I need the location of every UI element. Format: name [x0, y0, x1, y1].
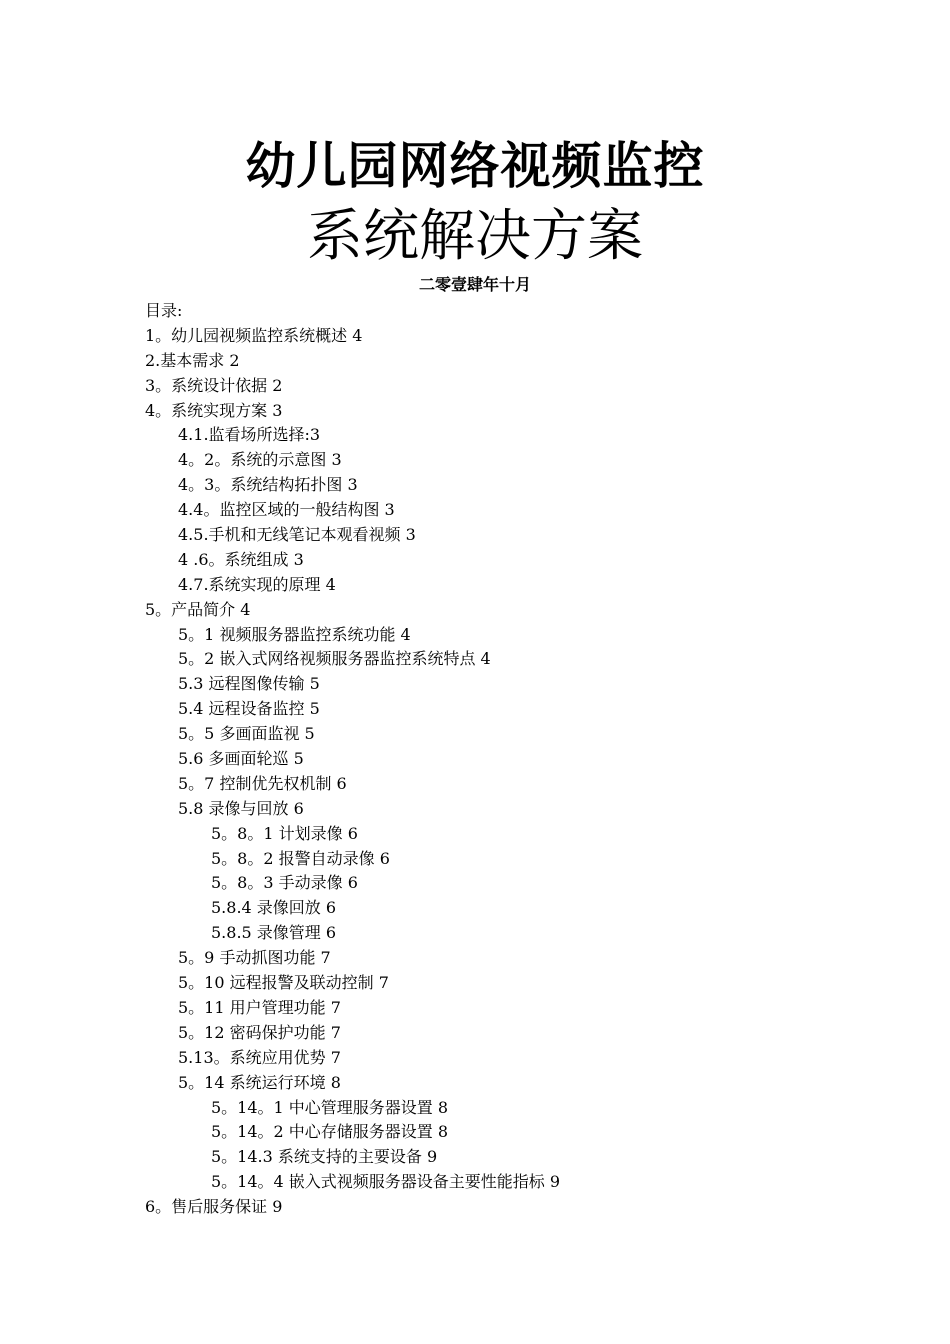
toc-entry[interactable]: 5。14。2 中心存储服务器设置 8: [211, 1122, 449, 1142]
table-of-contents: [145, 299, 905, 1220]
toc-entry[interactable]: 5。1 视频服务器监控系统功能 4: [178, 624, 411, 644]
toc-entry[interactable]: 5.3 远程图像传输 5: [178, 674, 320, 694]
toc-entry[interactable]: 5.8.4 录像回放 6: [211, 898, 337, 918]
toc-entry[interactable]: 4.5.手机和无线笔记本观看视频 3: [178, 525, 416, 545]
toc-entry[interactable]: 4.7.系统实现的原理 4: [178, 574, 336, 594]
toc-entry[interactable]: 5。7 控制优先权机制 6: [178, 773, 347, 793]
toc-entry[interactable]: 5。14.3 系统支持的主要设备 9: [211, 1147, 438, 1167]
toc-entry[interactable]: 1。幼儿园视频监控系统概述 4: [145, 325, 363, 345]
toc-entry[interactable]: 5。11 用户管理功能 7: [178, 997, 341, 1017]
toc-entry[interactable]: 6。售后服务保证 9: [145, 1197, 283, 1217]
toc-entry[interactable]: 5。2 嵌入式网络视频服务器监控系统特点 4: [178, 649, 491, 669]
toc-entry[interactable]: 2.基本需求 2: [145, 350, 240, 370]
toc-entry[interactable]: 5。14。1 中心管理服务器设置 8: [211, 1097, 449, 1117]
toc-entry[interactable]: 4.1.监看场所选择:3: [178, 425, 321, 445]
toc-entry[interactable]: 3。系统设计依据 2: [145, 375, 283, 395]
toc-entry[interactable]: 4。2。系统的示意图 3: [178, 450, 342, 470]
toc-entry[interactable]: 4.4。监控区域的一般结构图 3: [178, 500, 395, 520]
document-subtitle: 系统解决方案: [307, 204, 643, 269]
toc-entry[interactable]: 5。产品简介 4: [145, 599, 251, 619]
toc-entry[interactable]: 5。5 多画面监视 5: [178, 724, 315, 744]
toc-entry[interactable]: 4。系统实现方案 3: [145, 400, 283, 420]
toc-entry[interactable]: 5.4 远程设备监控 5: [178, 699, 320, 719]
toc-entry[interactable]: 5。8。1 计划录像 6: [211, 823, 358, 843]
toc-entry[interactable]: 5。14 系统运行环境 8: [178, 1072, 341, 1092]
toc-entry[interactable]: 5。8。2 报警自动录像 6: [211, 848, 390, 868]
document-date: 二零壹肆年十月: [418, 275, 531, 294]
toc-entry[interactable]: 5。12 密码保护功能 7: [178, 1022, 341, 1042]
toc-entry[interactable]: 4 .6。系统组成 3: [178, 549, 304, 569]
toc-entry[interactable]: 5.6 多画面轮巡 5: [178, 749, 304, 769]
toc-entry[interactable]: 4。3。系统结构拓扑图 3: [178, 475, 358, 495]
toc-entry[interactable]: 5.8 录像与回放 6: [178, 798, 304, 818]
toc-entry[interactable]: 5.8.5 录像管理 6: [211, 923, 337, 943]
toc-entry[interactable]: 5。14。4 嵌入式视频服务器设备主要性能指标 9: [211, 1172, 561, 1192]
toc-entry[interactable]: 5。8。3 手动录像 6: [211, 873, 358, 893]
toc-entry[interactable]: 5。9 手动抓图功能 7: [178, 948, 331, 968]
document-title: 幼儿园网络视频监控: [245, 137, 705, 195]
toc-heading: 目录:: [145, 301, 183, 320]
toc-entry[interactable]: 5。10 远程报警及联动控制 7: [178, 973, 389, 993]
toc-entry[interactable]: 5.13。系统应用优势 7: [178, 1047, 341, 1067]
